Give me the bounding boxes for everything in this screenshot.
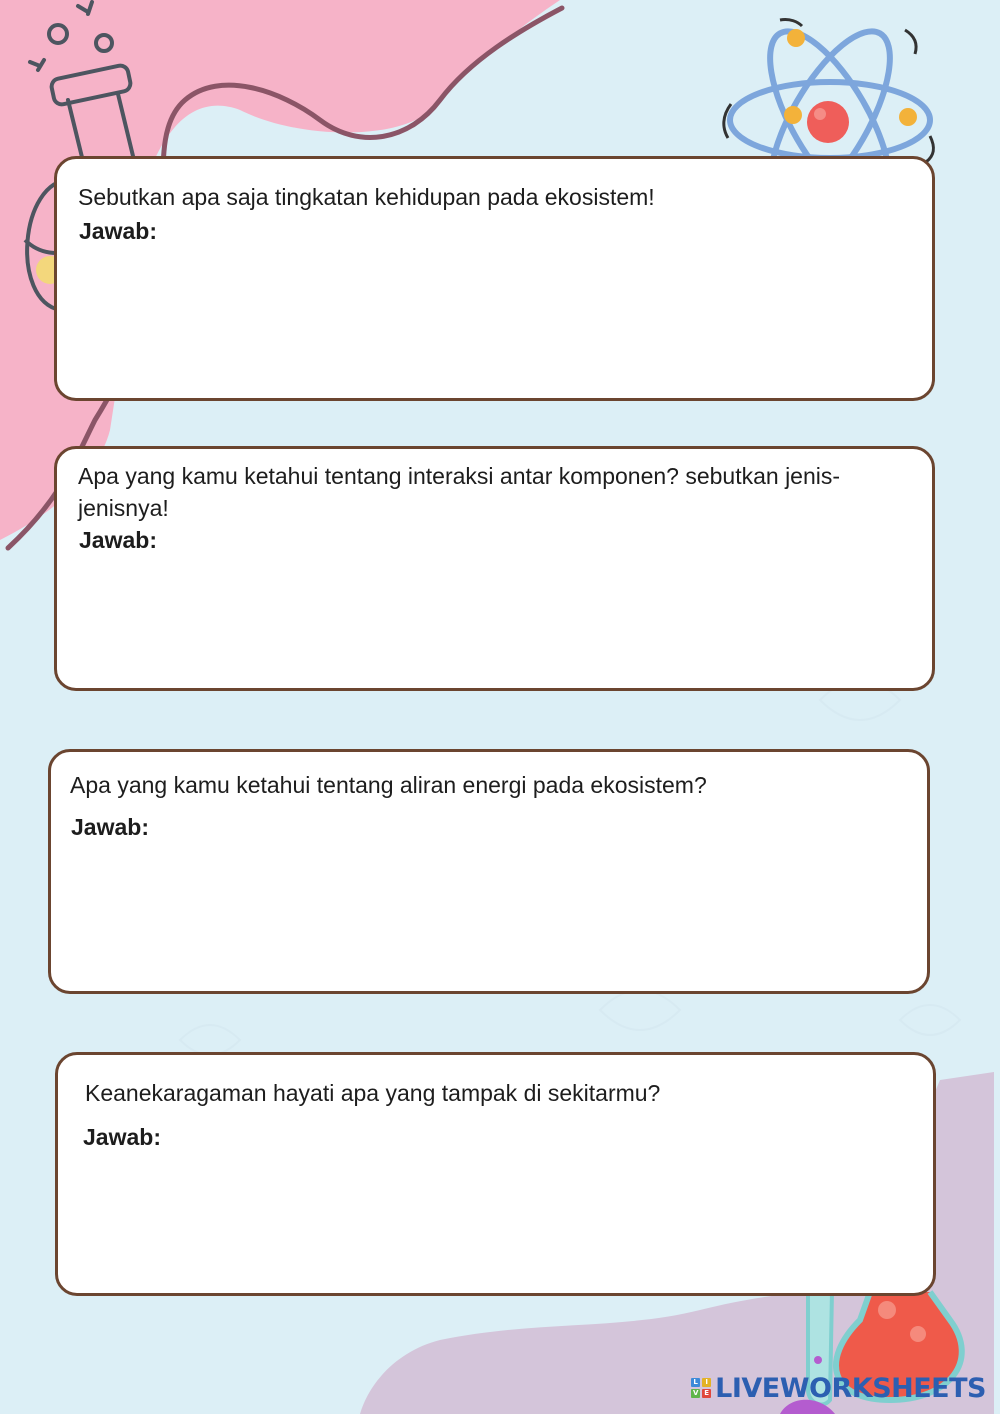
logo-letter: V	[692, 1389, 699, 1397]
question-text: Apa yang kamu ketahui tentang aliran energi pada ekosistem?	[70, 772, 707, 798]
question-text: Sebutkan apa saja tingkatan kehidupan pada ekosistem!	[78, 184, 655, 210]
logo-letter: I	[702, 1378, 711, 1387]
question-text: Apa yang kamu ketahui tentang interaksi antar komponen? sebutkan jenis-jenisnya!	[78, 463, 841, 521]
question-card-1	[54, 156, 935, 401]
question-card-2	[54, 446, 935, 691]
logo-letter: L	[691, 1378, 700, 1387]
question-card-3	[48, 749, 930, 994]
answer-input-4[interactable]	[83, 1159, 917, 1281]
watermark-text: LIVEWORKSHEETS	[715, 1372, 986, 1404]
answer-label: Jawab:	[79, 527, 157, 553]
answer-input-2[interactable]	[79, 559, 913, 678]
question-card-4	[55, 1052, 936, 1296]
answer-label: Jawab:	[79, 218, 157, 244]
logo-letter: E	[702, 1389, 711, 1398]
answer-input-1[interactable]	[79, 251, 913, 385]
question-text: Keanekaragaman hayati apa yang tampak di sekitarmu?	[85, 1080, 661, 1106]
liveworksheets-logo-icon	[691, 1378, 711, 1398]
answer-label: Jawab:	[71, 814, 149, 840]
liveworksheets-watermark	[691, 1372, 986, 1404]
answer-label: Jawab:	[83, 1124, 161, 1150]
answer-input-3[interactable]	[71, 848, 905, 977]
